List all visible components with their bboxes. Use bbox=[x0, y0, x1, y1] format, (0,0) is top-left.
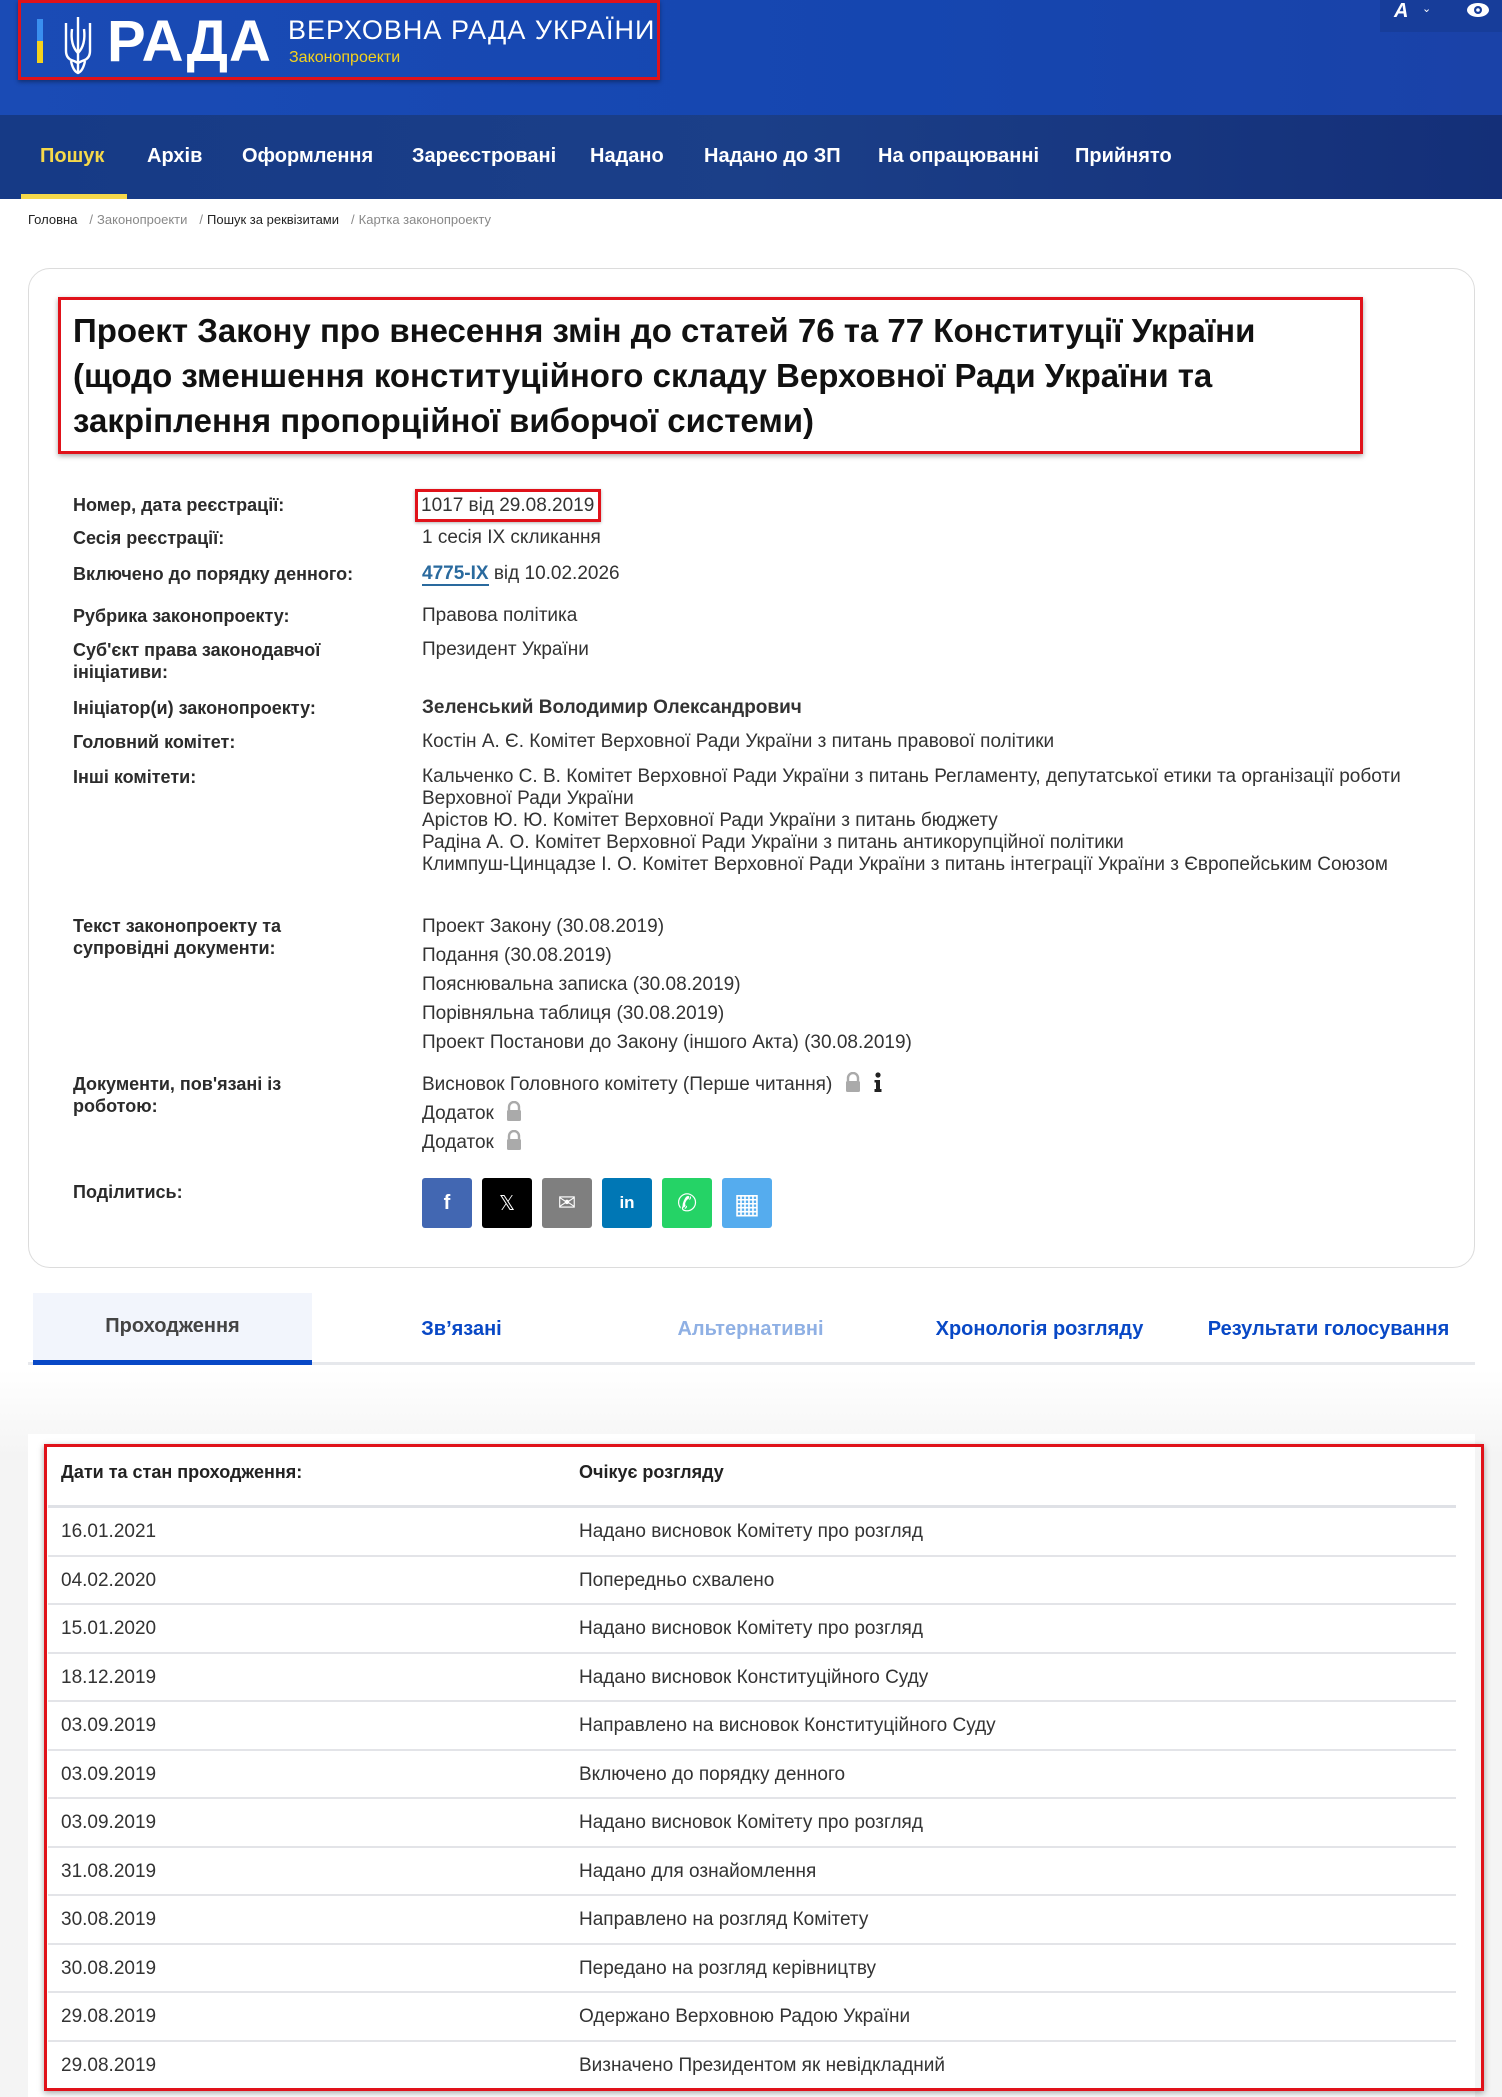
field-label: Ініціатор(и) законопроекту: bbox=[73, 698, 316, 718]
row-status: Направлено на висновок Конституційного Суду bbox=[579, 1715, 996, 1736]
row-status: Включено до порядку денного bbox=[579, 1763, 846, 1785]
document-link[interactable]: Проект Закону (30.08.2019) bbox=[422, 916, 665, 937]
table-row bbox=[48, 2042, 1456, 2091]
table-row bbox=[48, 1557, 1456, 1606]
row-date: 29.08.2019 bbox=[61, 2006, 157, 2027]
table-row bbox=[48, 1896, 1456, 1945]
site-logo[interactable] bbox=[18, 0, 660, 80]
row-date: 03.09.2019 bbox=[61, 1812, 157, 1833]
document-link[interactable]: Подання (30.08.2019) bbox=[422, 945, 612, 966]
row-status: Попередньо схвалено bbox=[579, 1569, 775, 1591]
lock-icon bbox=[505, 1130, 523, 1150]
table-row bbox=[48, 1751, 1456, 1800]
whatsapp-share-button[interactable] bbox=[662, 1178, 712, 1228]
committee-item: Климпуш-Цинцадзе І. О. Комітет Верховної Ради України з питань інтеграції України з Європейським Союзом bbox=[422, 854, 1388, 875]
page-title: Проект Закону про внесення змін до статей 76 та 77 Конституції України (щодо зменшення конституційного складу Верховної Ради України та закріплення пропорційної виборчої системи) bbox=[73, 312, 1256, 439]
eye-icon[interactable] bbox=[1466, 2, 1490, 18]
nav-item-drafting[interactable]: Оформлення bbox=[242, 145, 374, 167]
site-subtitle: Законопроекти bbox=[289, 49, 401, 66]
email-icon: ✉ bbox=[557, 1190, 577, 1215]
breadcrumb-bills[interactable]: Законопроекти bbox=[97, 212, 188, 227]
field-label: Сесія реєстрації: bbox=[73, 528, 225, 548]
other-committees-list bbox=[422, 766, 1452, 876]
tab-chronology[interactable]: Хронологія розгляду bbox=[935, 1317, 1144, 1340]
chevron-down-icon[interactable]: ⌄ bbox=[1422, 3, 1432, 15]
font-size-icon[interactable]: A bbox=[1394, 0, 1409, 22]
nav-item-search[interactable]: Пошук bbox=[40, 145, 105, 167]
linkedin-share-button[interactable] bbox=[602, 1178, 652, 1228]
row-date: 03.09.2019 bbox=[61, 1715, 157, 1736]
bill-tabs bbox=[28, 1293, 1475, 1365]
row-date: 31.08.2019 bbox=[61, 1860, 157, 1882]
row-status: Одержано Верховною Радою України bbox=[579, 2006, 911, 2027]
row-status: Направлено на розгляд Комітету bbox=[579, 1909, 869, 1930]
nav-item-adopted[interactable]: Прийнято bbox=[1075, 145, 1172, 167]
info-icon[interactable] bbox=[873, 1071, 883, 1093]
table-row bbox=[48, 1993, 1456, 2042]
tab-passage[interactable]: Проходження bbox=[33, 1293, 312, 1365]
nav-item-submitted[interactable]: Надано bbox=[590, 145, 664, 167]
passage-table bbox=[48, 1448, 1456, 2090]
title-highlight bbox=[58, 297, 1363, 454]
row-status: Надано висновок Комітету про розгляд bbox=[579, 1618, 923, 1639]
nav-item-submitted-zp[interactable]: Надано до ЗП bbox=[704, 145, 841, 167]
document-link[interactable]: Пояснювальна записка (30.08.2019) bbox=[422, 974, 741, 995]
breadcrumb-home[interactable]: Головна bbox=[28, 212, 78, 227]
tab-alternative[interactable]: Альтернативні bbox=[677, 1317, 824, 1340]
field-label: Номер, дата реєстрації: bbox=[73, 495, 285, 515]
row-status: Надано для ознайомлення bbox=[579, 1860, 817, 1882]
nav-item-registered[interactable]: Зареєстровані bbox=[412, 145, 557, 167]
linkedin-icon: in bbox=[619, 1193, 635, 1212]
row-status: Надано висновок Комітету про розгляд bbox=[579, 1812, 923, 1833]
documents-list bbox=[422, 912, 1452, 1057]
row-date: 16.01.2021 bbox=[61, 1521, 157, 1542]
table-row bbox=[48, 1508, 1456, 1557]
trident-icon bbox=[61, 15, 95, 77]
document-link[interactable]: Порівняльна таблиця (30.08.2019) bbox=[422, 1003, 725, 1024]
row-date: 30.08.2019 bbox=[61, 1909, 157, 1930]
whatsapp-icon: ✆ bbox=[676, 1189, 698, 1217]
table-row bbox=[48, 1654, 1456, 1703]
logo-text: РАДА bbox=[107, 9, 272, 74]
table-row bbox=[48, 1799, 1456, 1848]
main-committee-value: Костін А. Є. Комітет Верховної Ради України з питань правової політики bbox=[422, 731, 1055, 752]
site-title: ВЕРХОВНА РАДА УКРАЇНИ bbox=[288, 15, 656, 45]
initiator-value: Зеленський Володимир Олександрович bbox=[422, 697, 802, 718]
committee-item: Арістов Ю. Ю. Комітет Верховної Ради України з питань бюджету bbox=[422, 810, 998, 831]
work-document-link[interactable]: Додаток bbox=[422, 1132, 494, 1153]
breadcrumb bbox=[28, 212, 495, 227]
field-label: Включено до порядку денного: bbox=[73, 564, 354, 584]
share-buttons bbox=[422, 1178, 772, 1228]
committee-item: Кальченко С. В. Комітет Верховної Ради України з питань Регламенту, депутатської етики та організації роботи Верховної Ради України bbox=[422, 766, 1401, 809]
x-share-button[interactable] bbox=[482, 1178, 532, 1228]
subject-value: Президент України bbox=[422, 639, 589, 660]
site-header bbox=[0, 0, 1502, 115]
row-date: 18.12.2019 bbox=[61, 1666, 157, 1688]
nav-item-in-process[interactable]: На опрацюванні bbox=[878, 145, 1040, 167]
row-status: Надано висновок Комітету про розгляд bbox=[579, 1521, 923, 1542]
document-link[interactable]: Проект Постанови до Закону (іншого Акта) (30.08.2019) bbox=[422, 1032, 912, 1053]
row-status: Передано на розгляд керівництву bbox=[579, 1957, 876, 1979]
qr-share-button[interactable] bbox=[722, 1178, 772, 1228]
row-status: Надано висновок Конституційного Суду bbox=[579, 1666, 929, 1688]
committee-item: Радіна А. О. Комітет Верховної Ради України з питань антикорупційної політики bbox=[422, 832, 1124, 853]
facebook-share-button[interactable] bbox=[422, 1178, 472, 1228]
agenda-link[interactable]: 4775-IX bbox=[422, 563, 489, 584]
x-icon: 𝕏 bbox=[498, 1192, 516, 1215]
current-status: Очікує розгляду bbox=[579, 1462, 724, 1482]
field-label: Документи, пов'язані із роботою: bbox=[73, 1074, 282, 1116]
breadcrumb-separator: / bbox=[89, 212, 94, 227]
accessibility-tools bbox=[1380, 0, 1502, 32]
breadcrumb-separator: / bbox=[199, 212, 203, 227]
table-row bbox=[48, 1605, 1456, 1654]
field-label: Поділитись: bbox=[73, 1182, 183, 1202]
active-nav-indicator bbox=[21, 194, 127, 199]
breadcrumb-current: Картка законопроекту bbox=[358, 212, 491, 227]
row-date: 29.08.2019 bbox=[61, 2054, 157, 2076]
session-value: 1 сесія IX скликання bbox=[422, 527, 601, 548]
row-status: Визначено Президентом як невідкладний bbox=[579, 2054, 946, 2076]
row-date: 30.08.2019 bbox=[61, 1957, 157, 1979]
qr-code-icon: ▦ bbox=[733, 1187, 761, 1219]
bill-card bbox=[28, 268, 1475, 1268]
agenda-date: від 10.02.2026 bbox=[493, 563, 620, 584]
field-label: Інші комітети: bbox=[73, 767, 197, 787]
field-label: Рубрика законопроекту: bbox=[73, 606, 290, 626]
row-date: 04.02.2020 bbox=[61, 1569, 157, 1591]
lock-icon bbox=[505, 1101, 523, 1121]
work-document-link[interactable]: Додаток bbox=[422, 1103, 494, 1124]
column-header-dates: Дати та стан проходження: bbox=[61, 1462, 303, 1482]
email-share-button[interactable] bbox=[542, 1178, 592, 1228]
table-row bbox=[48, 1848, 1456, 1897]
field-label: Текст законопроекту та супровідні документи: bbox=[73, 916, 282, 958]
field-label: Суб'єкт права законодавчої ініціативи: bbox=[73, 640, 321, 682]
work-documents-list bbox=[422, 1070, 1452, 1157]
work-document-link[interactable]: Висновок Головного комітету (Перше читання) bbox=[422, 1074, 833, 1095]
flag-icon bbox=[37, 19, 43, 63]
main-nav bbox=[0, 115, 1502, 199]
rubric-value: Правова політика bbox=[422, 605, 578, 626]
row-date: 03.09.2019 bbox=[61, 1763, 157, 1785]
row-date: 15.01.2020 bbox=[61, 1618, 157, 1639]
nav-item-archive[interactable]: Архів bbox=[147, 145, 203, 167]
breadcrumb-separator: / bbox=[351, 212, 355, 227]
field-label: Головний комітет: bbox=[73, 732, 236, 752]
lock-icon bbox=[844, 1072, 862, 1092]
table-header bbox=[48, 1448, 1456, 1508]
table-row bbox=[48, 1945, 1456, 1994]
table-row bbox=[48, 1702, 1456, 1751]
facebook-icon: f bbox=[443, 1191, 451, 1214]
tab-related[interactable]: Зв’язані bbox=[421, 1317, 502, 1340]
reg-number-value: 1017 від 29.08.2019 bbox=[415, 489, 601, 522]
breadcrumb-search[interactable]: Пошук за реквізитами bbox=[207, 212, 340, 227]
tab-voting-results[interactable]: Результати голосування bbox=[1207, 1317, 1450, 1340]
